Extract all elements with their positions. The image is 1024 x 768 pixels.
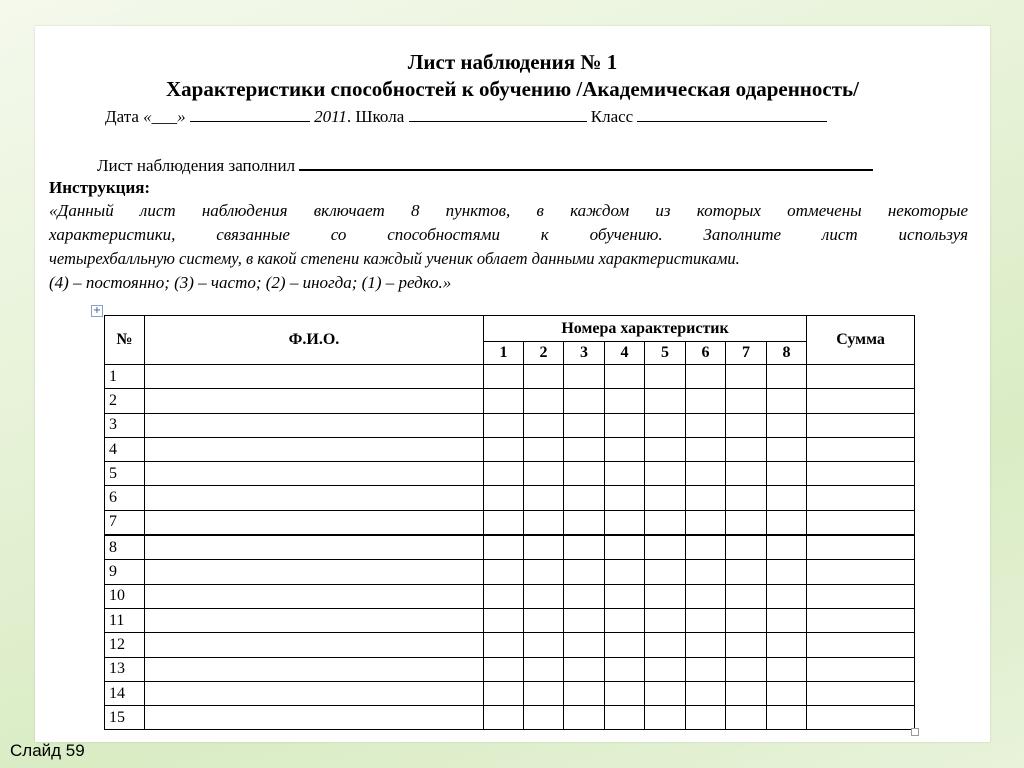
score-cell[interactable] bbox=[686, 365, 726, 389]
name-cell[interactable] bbox=[145, 535, 484, 560]
score-cell[interactable] bbox=[767, 413, 807, 437]
score-cell[interactable] bbox=[564, 681, 605, 705]
document-page bbox=[35, 26, 990, 742]
table-row bbox=[105, 560, 915, 584]
characteristic-number: 1 bbox=[484, 342, 524, 365]
name-cell[interactable] bbox=[145, 657, 484, 681]
score-cell[interactable] bbox=[484, 486, 524, 510]
observation-table bbox=[104, 315, 915, 730]
score-cell[interactable] bbox=[645, 706, 686, 730]
score-cell[interactable] bbox=[524, 657, 564, 681]
score-cell[interactable] bbox=[686, 535, 726, 560]
score-cell[interactable] bbox=[645, 633, 686, 657]
filled-by-field[interactable] bbox=[299, 154, 873, 171]
school-field[interactable] bbox=[409, 106, 587, 122]
score-cell[interactable] bbox=[767, 389, 807, 413]
score-cell[interactable] bbox=[726, 681, 767, 705]
score-cell[interactable] bbox=[564, 365, 605, 389]
score-cell[interactable] bbox=[686, 584, 726, 608]
score-cell[interactable] bbox=[484, 584, 524, 608]
score-cell[interactable] bbox=[564, 584, 605, 608]
sum-cell[interactable] bbox=[807, 535, 915, 560]
score-cell[interactable] bbox=[605, 681, 645, 705]
score-cell[interactable] bbox=[767, 633, 807, 657]
row-number: 7 bbox=[105, 510, 145, 535]
characteristic-number: 3 bbox=[564, 342, 605, 365]
score-cell[interactable] bbox=[524, 706, 564, 730]
score-cell[interactable] bbox=[645, 365, 686, 389]
instruction-line: четырехбалльную систему, в какой степени каждый ученик облает данными характеристиками. bbox=[49, 249, 740, 268]
move-handle-icon[interactable]: + bbox=[92, 305, 102, 316]
name-cell[interactable] bbox=[145, 633, 484, 657]
score-cell[interactable] bbox=[645, 657, 686, 681]
score-cell[interactable] bbox=[686, 560, 726, 584]
score-cell[interactable] bbox=[645, 510, 686, 535]
score-cell[interactable] bbox=[524, 389, 564, 413]
score-cell[interactable] bbox=[605, 486, 645, 510]
page-title: Лист наблюдения № 1 bbox=[407, 50, 618, 74]
characteristic-number: 8 bbox=[767, 342, 807, 365]
instruction-line: «Данный лист наблюдения включает 8 пунктов, в каждом из которых отмечены некоторые bbox=[49, 201, 968, 220]
score-cell[interactable] bbox=[524, 681, 564, 705]
score-cell[interactable] bbox=[726, 462, 767, 486]
score-cell[interactable] bbox=[645, 389, 686, 413]
row-number: 12 bbox=[105, 633, 145, 657]
instruction-text bbox=[49, 199, 968, 295]
name-cell[interactable] bbox=[145, 462, 484, 486]
score-cell[interactable] bbox=[605, 633, 645, 657]
score-cell[interactable] bbox=[484, 681, 524, 705]
score-cell[interactable] bbox=[564, 608, 605, 632]
instruction-scale: (4) – постоянно; (3) – часто; (2) – иногда; (1) – редко.» bbox=[49, 273, 452, 292]
score-cell[interactable] bbox=[767, 535, 807, 560]
table-row bbox=[105, 365, 915, 389]
score-cell[interactable] bbox=[686, 510, 726, 535]
sum-cell[interactable] bbox=[807, 608, 915, 632]
row-number: 1 bbox=[105, 365, 145, 389]
table-row bbox=[105, 608, 915, 632]
instruction-line: характеристики, связанные со способностями к обучению. Заполните лист используя bbox=[49, 225, 968, 244]
score-cell[interactable] bbox=[686, 706, 726, 730]
table-row bbox=[105, 389, 915, 413]
name-cell[interactable] bbox=[145, 389, 484, 413]
score-cell[interactable] bbox=[564, 413, 605, 437]
sum-cell[interactable] bbox=[807, 462, 915, 486]
date-school-class-line bbox=[105, 106, 827, 127]
sum-cell[interactable] bbox=[807, 681, 915, 705]
score-cell[interactable] bbox=[564, 535, 605, 560]
sum-cell[interactable] bbox=[807, 486, 915, 510]
filled-by-label: Лист наблюдения заполнил bbox=[97, 156, 296, 175]
score-cell[interactable] bbox=[645, 486, 686, 510]
score-cell[interactable] bbox=[645, 535, 686, 560]
score-cell[interactable] bbox=[524, 413, 564, 437]
slide-number: Слайд 59 bbox=[10, 741, 85, 760]
table-row bbox=[105, 437, 915, 461]
score-cell[interactable] bbox=[484, 633, 524, 657]
row-number: 10 bbox=[105, 584, 145, 608]
row-number: 11 bbox=[105, 608, 145, 632]
column-header-sum: Сумма bbox=[807, 316, 915, 365]
score-cell[interactable] bbox=[484, 462, 524, 486]
sum-cell[interactable] bbox=[807, 510, 915, 535]
score-cell[interactable] bbox=[605, 510, 645, 535]
score-cell[interactable] bbox=[484, 437, 524, 461]
sum-cell[interactable] bbox=[807, 706, 915, 730]
score-cell[interactable] bbox=[767, 365, 807, 389]
score-cell[interactable] bbox=[767, 706, 807, 730]
score-cell[interactable] bbox=[605, 389, 645, 413]
score-cell[interactable] bbox=[524, 584, 564, 608]
score-cell[interactable] bbox=[524, 535, 564, 560]
row-number: 14 bbox=[105, 681, 145, 705]
row-number: 4 bbox=[105, 437, 145, 461]
score-cell[interactable] bbox=[726, 389, 767, 413]
row-number: 5 bbox=[105, 462, 145, 486]
score-cell[interactable] bbox=[726, 560, 767, 584]
score-cell[interactable] bbox=[605, 365, 645, 389]
table-row bbox=[105, 413, 915, 437]
row-number: 9 bbox=[105, 560, 145, 584]
score-cell[interactable] bbox=[645, 608, 686, 632]
score-cell[interactable] bbox=[767, 437, 807, 461]
score-cell[interactable] bbox=[484, 657, 524, 681]
name-cell[interactable] bbox=[145, 437, 484, 461]
score-cell[interactable] bbox=[686, 657, 726, 681]
row-number: 13 bbox=[105, 657, 145, 681]
score-cell[interactable] bbox=[686, 437, 726, 461]
column-header-name: Ф.И.О. bbox=[145, 316, 484, 365]
name-cell[interactable] bbox=[145, 681, 484, 705]
score-cell[interactable] bbox=[564, 706, 605, 730]
score-cell[interactable] bbox=[524, 365, 564, 389]
characteristic-number: 7 bbox=[726, 342, 767, 365]
characteristic-number: 6 bbox=[686, 342, 726, 365]
score-cell[interactable] bbox=[686, 413, 726, 437]
score-cell[interactable] bbox=[767, 510, 807, 535]
row-number: 6 bbox=[105, 486, 145, 510]
row-number: 15 bbox=[105, 706, 145, 730]
score-cell[interactable] bbox=[767, 486, 807, 510]
score-cell[interactable] bbox=[605, 462, 645, 486]
score-cell[interactable] bbox=[524, 486, 564, 510]
name-cell[interactable] bbox=[145, 365, 484, 389]
score-cell[interactable] bbox=[605, 657, 645, 681]
characteristic-number: 2 bbox=[524, 342, 564, 365]
sum-cell[interactable] bbox=[807, 657, 915, 681]
score-cell[interactable] bbox=[686, 389, 726, 413]
score-cell[interactable] bbox=[686, 681, 726, 705]
table-row bbox=[105, 584, 915, 608]
name-cell[interactable] bbox=[145, 706, 484, 730]
score-cell[interactable] bbox=[605, 608, 645, 632]
class-label: Класс bbox=[590, 107, 634, 126]
score-cell[interactable] bbox=[484, 560, 524, 584]
name-cell[interactable] bbox=[145, 486, 484, 510]
score-cell[interactable] bbox=[484, 706, 524, 730]
score-cell[interactable] bbox=[564, 462, 605, 486]
page-subtitle: Характеристики способностей к обучению /Академическая одаренность/ bbox=[166, 77, 859, 101]
score-cell[interactable] bbox=[686, 608, 726, 632]
score-cell[interactable] bbox=[484, 608, 524, 632]
score-cell[interactable] bbox=[564, 510, 605, 535]
sum-cell[interactable] bbox=[807, 560, 915, 584]
name-cell[interactable] bbox=[145, 560, 484, 584]
table-row bbox=[105, 462, 915, 486]
table-row bbox=[105, 681, 915, 705]
score-cell[interactable] bbox=[726, 413, 767, 437]
row-number: 8 bbox=[105, 535, 145, 560]
name-cell[interactable] bbox=[145, 584, 484, 608]
score-cell[interactable] bbox=[726, 657, 767, 681]
score-cell[interactable] bbox=[564, 437, 605, 461]
score-cell[interactable] bbox=[645, 584, 686, 608]
name-cell[interactable] bbox=[145, 510, 484, 535]
name-cell[interactable] bbox=[145, 608, 484, 632]
date-label: Дата bbox=[105, 107, 144, 126]
score-cell[interactable] bbox=[726, 584, 767, 608]
score-cell[interactable] bbox=[524, 560, 564, 584]
sum-cell[interactable] bbox=[807, 365, 915, 389]
score-cell[interactable] bbox=[524, 633, 564, 657]
characteristic-number: 4 bbox=[605, 342, 645, 365]
score-cell[interactable] bbox=[524, 437, 564, 461]
score-cell[interactable] bbox=[645, 413, 686, 437]
score-cell[interactable] bbox=[564, 486, 605, 510]
table-row bbox=[105, 486, 915, 510]
score-cell[interactable] bbox=[686, 462, 726, 486]
score-cell[interactable] bbox=[726, 706, 767, 730]
score-cell[interactable] bbox=[726, 510, 767, 535]
score-cell[interactable] bbox=[645, 437, 686, 461]
score-cell[interactable] bbox=[564, 633, 605, 657]
date-day-field[interactable]: «___» bbox=[143, 107, 186, 126]
score-cell[interactable] bbox=[605, 535, 645, 560]
score-cell[interactable] bbox=[605, 437, 645, 461]
score-cell[interactable] bbox=[605, 584, 645, 608]
score-cell[interactable] bbox=[726, 486, 767, 510]
score-cell[interactable] bbox=[726, 437, 767, 461]
score-cell[interactable] bbox=[524, 510, 564, 535]
characteristic-number: 5 bbox=[645, 342, 686, 365]
score-cell[interactable] bbox=[767, 657, 807, 681]
table-row bbox=[105, 535, 915, 560]
score-cell[interactable] bbox=[484, 389, 524, 413]
score-cell[interactable] bbox=[767, 681, 807, 705]
score-cell[interactable] bbox=[645, 560, 686, 584]
table-row bbox=[105, 657, 915, 681]
instruction-heading: Инструкция: bbox=[49, 178, 151, 197]
column-header-number: № bbox=[105, 316, 145, 365]
score-cell[interactable] bbox=[645, 462, 686, 486]
score-cell[interactable] bbox=[767, 462, 807, 486]
score-cell[interactable] bbox=[484, 413, 524, 437]
score-cell[interactable] bbox=[564, 560, 605, 584]
score-cell[interactable] bbox=[645, 681, 686, 705]
sum-cell[interactable] bbox=[807, 413, 915, 437]
score-cell[interactable] bbox=[524, 462, 564, 486]
score-cell[interactable] bbox=[767, 584, 807, 608]
school-label: . Школа bbox=[346, 107, 405, 126]
filled-by-line bbox=[97, 154, 873, 176]
table-row bbox=[105, 510, 915, 535]
score-cell[interactable] bbox=[726, 365, 767, 389]
score-cell[interactable] bbox=[484, 510, 524, 535]
table-row bbox=[105, 633, 915, 657]
table-row bbox=[105, 706, 915, 730]
row-number: 3 bbox=[105, 413, 145, 437]
sum-cell[interactable] bbox=[807, 633, 915, 657]
resize-handle-icon[interactable] bbox=[911, 728, 919, 736]
score-cell[interactable] bbox=[726, 608, 767, 632]
score-cell[interactable] bbox=[686, 486, 726, 510]
sum-cell[interactable] bbox=[807, 584, 915, 608]
score-cell[interactable] bbox=[605, 413, 645, 437]
score-cell[interactable] bbox=[726, 535, 767, 560]
date-month-field[interactable] bbox=[190, 106, 310, 122]
score-cell[interactable] bbox=[605, 706, 645, 730]
score-cell[interactable] bbox=[605, 560, 645, 584]
score-cell[interactable] bbox=[484, 365, 524, 389]
score-cell[interactable] bbox=[686, 633, 726, 657]
year-label: 2011 bbox=[314, 107, 347, 126]
column-header-characteristics: Номера характеристик bbox=[484, 316, 807, 342]
sum-cell[interactable] bbox=[807, 389, 915, 413]
score-cell[interactable] bbox=[767, 608, 807, 632]
class-field[interactable] bbox=[637, 106, 827, 122]
score-cell[interactable] bbox=[726, 633, 767, 657]
score-cell[interactable] bbox=[564, 657, 605, 681]
score-cell[interactable] bbox=[767, 560, 807, 584]
score-cell[interactable] bbox=[524, 608, 564, 632]
name-cell[interactable] bbox=[145, 413, 484, 437]
row-number: 2 bbox=[105, 389, 145, 413]
score-cell[interactable] bbox=[564, 389, 605, 413]
score-cell[interactable] bbox=[484, 535, 524, 560]
sum-cell[interactable] bbox=[807, 437, 915, 461]
